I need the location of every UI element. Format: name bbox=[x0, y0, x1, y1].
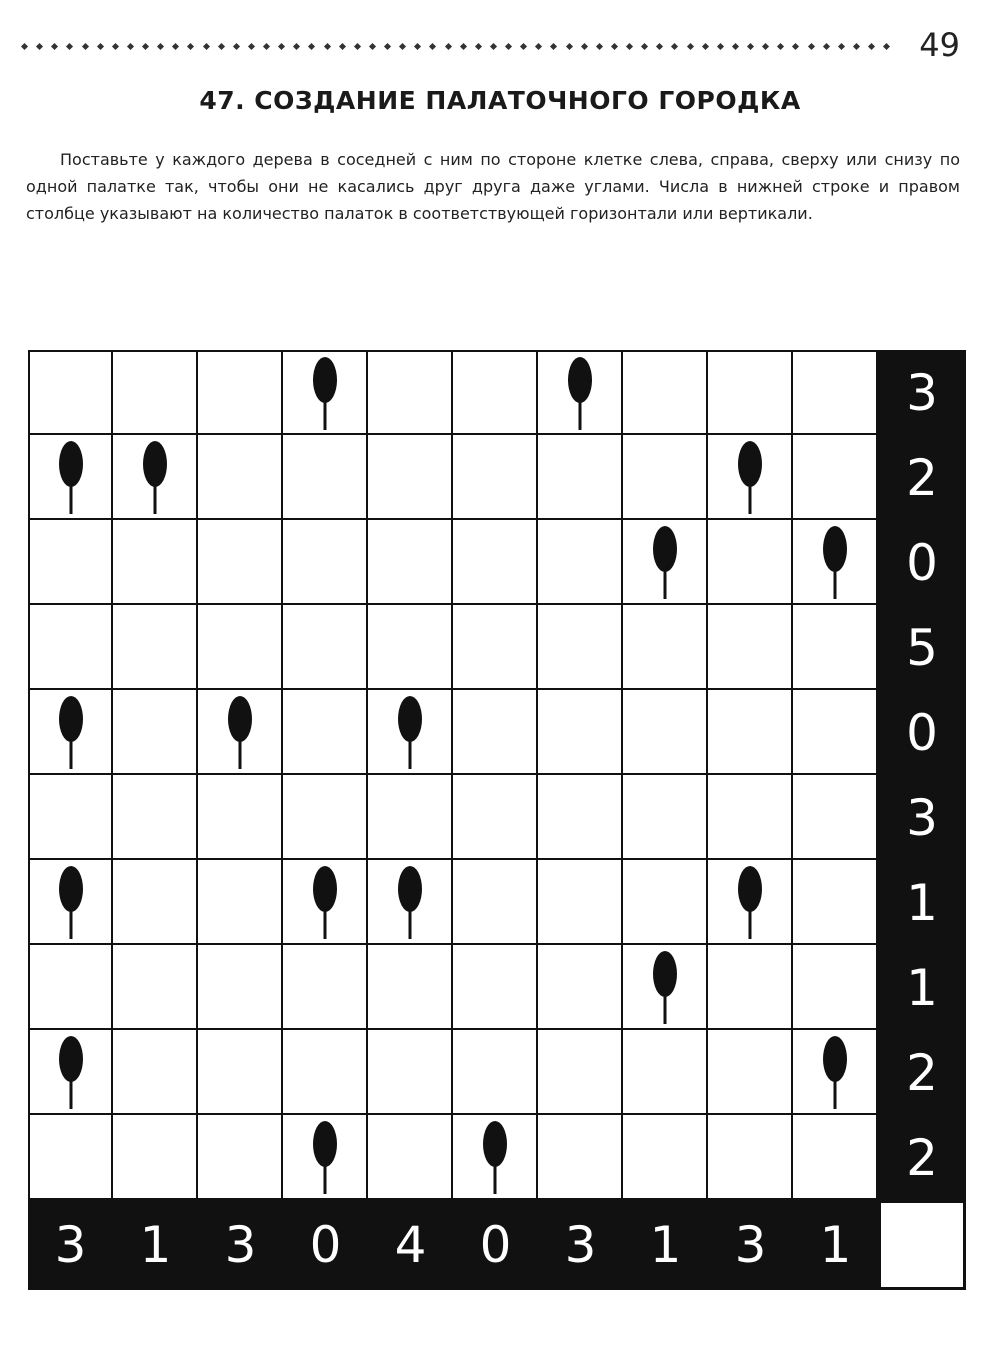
row-clue: 2 bbox=[878, 435, 966, 520]
dot-ornament bbox=[883, 42, 890, 49]
dot-ornament bbox=[172, 42, 179, 49]
grid-cell[interactable] bbox=[708, 435, 793, 520]
tree-icon bbox=[312, 356, 338, 430]
grid-cell[interactable] bbox=[283, 775, 368, 860]
column-clue: 0 bbox=[453, 1200, 538, 1290]
dot-ornament bbox=[535, 42, 542, 49]
dot-ornament bbox=[777, 42, 784, 49]
column-clue: 3 bbox=[28, 1200, 113, 1290]
tree-icon bbox=[397, 865, 423, 939]
grid-cell[interactable] bbox=[453, 1115, 538, 1200]
row-clue: 3 bbox=[878, 350, 966, 435]
grid-cell[interactable] bbox=[283, 1030, 368, 1115]
page-number: 49 bbox=[919, 26, 960, 64]
row-clue: 2 bbox=[878, 1030, 966, 1115]
grid-cell[interactable] bbox=[453, 690, 538, 775]
dot-ornament bbox=[792, 42, 799, 49]
row-clue: 0 bbox=[878, 690, 966, 775]
grid-cell[interactable] bbox=[113, 1030, 198, 1115]
tree-icon bbox=[58, 1035, 84, 1109]
grid-cell[interactable] bbox=[708, 1030, 793, 1115]
grid-cell[interactable] bbox=[198, 945, 283, 1030]
puzzle-instructions: Поставьте у каждого дерева в соседней с ним по стороне клетке слева, справа, сверху или снизу по одной палатке так, чтобы они не касались друг друга даже углами. Числа в нижней строке и правом столбце указывают на количество палаток в соответствующей горизонтали или вертикали. bbox=[26, 150, 960, 223]
grid-cell[interactable] bbox=[538, 1115, 623, 1200]
dot-ornament bbox=[36, 42, 43, 49]
dot-ornament bbox=[51, 42, 58, 49]
grid-cell[interactable] bbox=[283, 1115, 368, 1200]
dot-ornament bbox=[202, 42, 209, 49]
dot-ornament bbox=[21, 42, 28, 49]
grid-cell[interactable] bbox=[28, 1115, 113, 1200]
tree-icon bbox=[822, 525, 848, 599]
grid-cell[interactable] bbox=[538, 520, 623, 605]
grid-cell[interactable] bbox=[453, 1030, 538, 1115]
grid-cell[interactable] bbox=[453, 775, 538, 860]
grid-cell[interactable] bbox=[28, 520, 113, 605]
page-title: 47. СОЗДАНИЕ ПАЛАТОЧНОГО ГОРОДКА bbox=[199, 86, 801, 115]
column-clue: 1 bbox=[113, 1200, 198, 1290]
dot-ornament bbox=[868, 42, 875, 49]
grid-cell[interactable] bbox=[453, 945, 538, 1030]
dot-ornament bbox=[807, 42, 814, 49]
dot-ornament bbox=[762, 42, 769, 49]
dot-ornament bbox=[112, 42, 119, 49]
grid-cell[interactable] bbox=[113, 945, 198, 1030]
dot-ornament bbox=[717, 42, 724, 49]
grid-cell[interactable] bbox=[28, 1030, 113, 1115]
header-dot-rule bbox=[22, 38, 890, 54]
empty-corner-cell bbox=[878, 1200, 966, 1290]
column-clue: 4 bbox=[368, 1200, 453, 1290]
dot-ornament bbox=[823, 42, 830, 49]
dot-ornament bbox=[581, 42, 588, 49]
dot-ornament bbox=[293, 42, 300, 49]
grid-cell[interactable] bbox=[113, 1115, 198, 1200]
dot-ornament bbox=[142, 42, 149, 49]
dot-ornament bbox=[248, 42, 255, 49]
dot-ornament bbox=[81, 42, 88, 49]
grid-cell[interactable] bbox=[793, 520, 878, 605]
grid-cell[interactable] bbox=[113, 860, 198, 945]
grid-cell[interactable] bbox=[368, 690, 453, 775]
grid-cell[interactable] bbox=[793, 945, 878, 1030]
row-clue: 2 bbox=[878, 1115, 966, 1200]
dot-ornament bbox=[565, 42, 572, 49]
grid-cell[interactable] bbox=[793, 690, 878, 775]
grid-cell[interactable] bbox=[623, 860, 708, 945]
tree-icon bbox=[58, 865, 84, 939]
grid-cell[interactable] bbox=[623, 350, 708, 435]
grid-cell[interactable] bbox=[113, 775, 198, 860]
grid-cell[interactable] bbox=[708, 1115, 793, 1200]
grid-cell[interactable] bbox=[28, 690, 113, 775]
grid-cell[interactable] bbox=[198, 520, 283, 605]
grid-cell[interactable] bbox=[453, 520, 538, 605]
grid-cell[interactable] bbox=[368, 860, 453, 945]
grid-cell[interactable] bbox=[708, 605, 793, 690]
grid-cell[interactable] bbox=[198, 690, 283, 775]
grid-cell[interactable] bbox=[368, 350, 453, 435]
dot-ornament bbox=[218, 42, 225, 49]
dot-ornament bbox=[686, 42, 693, 49]
dot-ornament bbox=[460, 42, 467, 49]
tree-icon bbox=[567, 356, 593, 430]
column-clue: 0 bbox=[283, 1200, 368, 1290]
grid-cell[interactable] bbox=[708, 690, 793, 775]
dot-ornament bbox=[369, 42, 376, 49]
column-clue: 1 bbox=[623, 1200, 708, 1290]
grid-cell[interactable] bbox=[113, 605, 198, 690]
grid-cell[interactable] bbox=[708, 520, 793, 605]
dot-ornament bbox=[127, 42, 134, 49]
grid-cell[interactable] bbox=[368, 605, 453, 690]
grid-cell[interactable] bbox=[198, 1115, 283, 1200]
grid-cell[interactable] bbox=[538, 605, 623, 690]
grid-cell[interactable] bbox=[28, 775, 113, 860]
dot-ornament bbox=[520, 42, 527, 49]
tree-icon bbox=[227, 695, 253, 769]
tree-icon bbox=[397, 695, 423, 769]
grid-cell[interactable] bbox=[198, 1030, 283, 1115]
dot-ornament bbox=[278, 42, 285, 49]
row-clue: 5 bbox=[878, 605, 966, 690]
grid-cell[interactable] bbox=[368, 1115, 453, 1200]
grid-cell[interactable] bbox=[623, 605, 708, 690]
dot-ornament bbox=[66, 42, 73, 49]
grid-cell[interactable] bbox=[198, 605, 283, 690]
grid-cell[interactable] bbox=[113, 435, 198, 520]
grid-cell[interactable] bbox=[283, 690, 368, 775]
column-clue: 3 bbox=[538, 1200, 623, 1290]
grid-cell[interactable] bbox=[708, 945, 793, 1030]
row-clue: 0 bbox=[878, 520, 966, 605]
grid-cell[interactable] bbox=[198, 775, 283, 860]
grid-cell[interactable] bbox=[368, 1030, 453, 1115]
dot-ornament bbox=[626, 42, 633, 49]
grid-cell[interactable] bbox=[28, 945, 113, 1030]
column-clue: 3 bbox=[198, 1200, 283, 1290]
grid-cell[interactable] bbox=[113, 520, 198, 605]
grid-cell[interactable] bbox=[708, 350, 793, 435]
dot-ornament bbox=[339, 42, 346, 49]
dot-ornament bbox=[444, 42, 451, 49]
grid-cell[interactable] bbox=[28, 350, 113, 435]
dot-ornament bbox=[429, 42, 436, 49]
grid-cell[interactable] bbox=[708, 860, 793, 945]
dot-ornament bbox=[187, 42, 194, 49]
grid-cell[interactable] bbox=[113, 690, 198, 775]
dot-ornament bbox=[838, 42, 845, 49]
grid-cell[interactable] bbox=[793, 775, 878, 860]
grid-cell[interactable] bbox=[113, 350, 198, 435]
dot-ornament bbox=[596, 42, 603, 49]
dot-ornament bbox=[97, 42, 104, 49]
dot-ornament bbox=[747, 42, 754, 49]
dot-ornament bbox=[323, 42, 330, 49]
grid-cell[interactable] bbox=[368, 435, 453, 520]
grid-cell[interactable] bbox=[283, 435, 368, 520]
grid-cell[interactable] bbox=[283, 520, 368, 605]
tree-icon bbox=[58, 695, 84, 769]
grid-cell[interactable] bbox=[453, 350, 538, 435]
grid-cell[interactable] bbox=[283, 945, 368, 1030]
grid-cell[interactable] bbox=[623, 690, 708, 775]
grid-cell[interactable] bbox=[538, 775, 623, 860]
dot-ornament bbox=[671, 42, 678, 49]
dot-ornament bbox=[475, 42, 482, 49]
grid-cell[interactable] bbox=[453, 605, 538, 690]
grid-cell[interactable] bbox=[538, 350, 623, 435]
grid-cell[interactable] bbox=[283, 860, 368, 945]
tree-icon bbox=[652, 525, 678, 599]
grid-cell[interactable] bbox=[198, 350, 283, 435]
dot-ornament bbox=[656, 42, 663, 49]
grid-cell[interactable] bbox=[538, 690, 623, 775]
dot-ornament bbox=[414, 42, 421, 49]
grid-cell[interactable] bbox=[28, 860, 113, 945]
tree-icon bbox=[312, 1120, 338, 1194]
dot-ornament bbox=[263, 42, 270, 49]
dot-ornament bbox=[611, 42, 618, 49]
dot-ornament bbox=[853, 42, 860, 49]
dot-ornament bbox=[384, 42, 391, 49]
grid-cell[interactable] bbox=[538, 435, 623, 520]
tree-icon bbox=[142, 440, 168, 514]
dot-ornament bbox=[399, 42, 406, 49]
grid-cell[interactable] bbox=[368, 945, 453, 1030]
grid-cell[interactable] bbox=[283, 605, 368, 690]
row-clue: 1 bbox=[878, 945, 966, 1030]
grid-cell[interactable] bbox=[198, 860, 283, 945]
tree-icon bbox=[58, 440, 84, 514]
grid-cell[interactable] bbox=[623, 1115, 708, 1200]
grid-cell[interactable] bbox=[28, 605, 113, 690]
dot-ornament bbox=[550, 42, 557, 49]
grid-cell[interactable] bbox=[793, 860, 878, 945]
tents-puzzle-grid bbox=[28, 350, 966, 1290]
grid-cell[interactable] bbox=[623, 1030, 708, 1115]
dot-ornament bbox=[505, 42, 512, 49]
dot-ornament bbox=[233, 42, 240, 49]
grid-cell[interactable] bbox=[368, 775, 453, 860]
grid-cell[interactable] bbox=[538, 945, 623, 1030]
column-clue: 1 bbox=[793, 1200, 878, 1290]
grid-cell[interactable] bbox=[793, 1030, 878, 1115]
grid-cell[interactable] bbox=[708, 775, 793, 860]
grid-cell[interactable] bbox=[623, 520, 708, 605]
grid-cell[interactable] bbox=[28, 435, 113, 520]
dot-ornament bbox=[641, 42, 648, 49]
dot-ornament bbox=[157, 42, 164, 49]
dot-ornament bbox=[702, 42, 709, 49]
tree-icon bbox=[482, 1120, 508, 1194]
grid-cell[interactable] bbox=[793, 350, 878, 435]
dot-ornament bbox=[354, 42, 361, 49]
grid-cell[interactable] bbox=[368, 520, 453, 605]
grid-cell[interactable] bbox=[793, 605, 878, 690]
dot-ornament bbox=[732, 42, 739, 49]
grid-cell[interactable] bbox=[453, 860, 538, 945]
dot-ornament bbox=[308, 42, 315, 49]
tree-icon bbox=[312, 865, 338, 939]
tree-icon bbox=[737, 865, 763, 939]
grid-cell[interactable] bbox=[623, 775, 708, 860]
dot-ornament bbox=[490, 42, 497, 49]
tree-icon bbox=[652, 950, 678, 1024]
grid-cell[interactable] bbox=[793, 435, 878, 520]
row-clue: 3 bbox=[878, 775, 966, 860]
column-clue: 3 bbox=[708, 1200, 793, 1290]
grid-cell[interactable] bbox=[283, 350, 368, 435]
grid-cell[interactable] bbox=[623, 435, 708, 520]
tree-icon bbox=[737, 440, 763, 514]
grid-cell[interactable] bbox=[623, 945, 708, 1030]
tree-icon bbox=[822, 1035, 848, 1109]
row-clue: 1 bbox=[878, 860, 966, 945]
grid-cell[interactable] bbox=[793, 1115, 878, 1200]
grid-cell[interactable] bbox=[198, 435, 283, 520]
grid-cell[interactable] bbox=[453, 435, 538, 520]
grid-cell[interactable] bbox=[538, 1030, 623, 1115]
grid-cell[interactable] bbox=[538, 860, 623, 945]
